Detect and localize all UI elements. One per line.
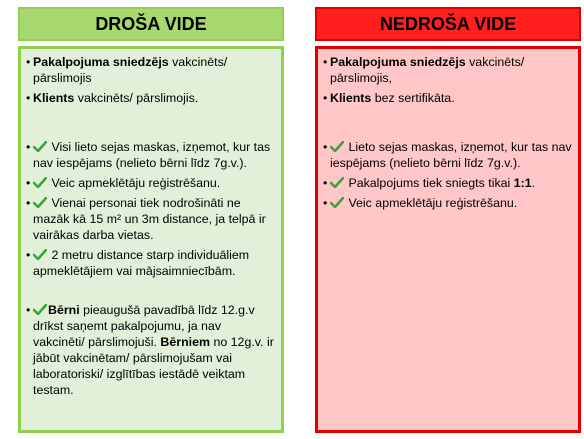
check-mark-icon [33, 304, 47, 315]
safe-rule-children: • Bērni pieaugušā pavadībā līdz 12.g.v drīkst saņemt pakalpojumu, ja nav vakcinēti/ pārslimojuši. Bērniem no 12g.v. ir jābūt vakcinētam/ pārslimojušam vai laboratoriski/ izglītības iestādē veiktam testam. [26, 303, 274, 397]
check-mark-icon [33, 249, 47, 260]
safe-rule-space: • Vienai personai tiek nodrošināti ne mazāk kā 15 m² un 3m distance, ja telpā ir vairākas darba vietas. [26, 196, 266, 242]
unsafe-provider-status: vakcinēts/ pārslimojis, [330, 55, 525, 85]
bullet: • [26, 176, 31, 190]
safe-provider-status: vakcinēts/ pārslimojis [33, 55, 228, 85]
safe-rule-registration: • Veic apmeklētāju reģistrēšanu. [26, 176, 221, 190]
bullet: • [26, 55, 31, 69]
bullet: • [26, 91, 31, 105]
check-mark-icon [330, 177, 344, 188]
check-mark-icon [33, 197, 47, 208]
check-mark-icon [330, 141, 344, 152]
check-mark-icon [330, 197, 344, 208]
check-mark-icon [33, 177, 47, 188]
bullet: • [323, 55, 328, 69]
safe-environment-column [18, 7, 284, 433]
bullet: • [26, 248, 31, 262]
unsafe-client-label: Klients [330, 91, 372, 105]
safe-environment-title: DROŠA VIDE [18, 7, 284, 41]
unsafe-rule-one-to-one: • Pakalpojums tiek sniegts tikai 1:1. [323, 176, 536, 190]
bullet: • [323, 196, 328, 210]
bullet: • [323, 140, 328, 154]
safe-client-label: Klients [33, 91, 75, 105]
bullet: • [26, 196, 31, 210]
safe-intro-client [26, 90, 275, 106]
safe-intro-provider [26, 54, 275, 86]
unsafe-rule-masks: • Lieto sejas maskas, izņemot, kur tas nav iespējams (nelieto bērni līdz 7g.v.). [323, 140, 572, 170]
check-mark-icon [33, 141, 47, 152]
unsafe-environment-title: NEDROŠA VIDE [315, 7, 581, 41]
unsafe-intro-client [323, 90, 572, 106]
safe-rule-masks: • Visi lieto sejas maskas, izņemot, kur tas nav iespējams (nelieto bērni līdz 7g.v.). [26, 140, 271, 170]
bullet: • [26, 303, 31, 317]
unsafe-provider-label: Pakalpojuma sniedzējs [330, 55, 466, 69]
unsafe-environment-column [315, 7, 581, 433]
unsafe-intro-provider [323, 54, 572, 86]
bullet: • [26, 140, 31, 154]
safe-rule-distance: • 2 metru distance starp individuāliem apmeklētājiem vai mājsaimniecībām. [26, 248, 250, 278]
unsafe-environment-box [315, 46, 581, 433]
safe-environment-box [18, 46, 284, 433]
safe-provider-label: Pakalpojuma sniedzējs [33, 55, 169, 69]
unsafe-rule-registration: • Veic apmeklētāju reģistrēšanu. [323, 196, 518, 210]
bullet: • [323, 91, 328, 105]
unsafe-client-status: bez sertifikāta. [371, 91, 455, 105]
safe-client-status: vakcinēts/ pārslimojis. [74, 91, 199, 105]
bullet: • [323, 176, 328, 190]
